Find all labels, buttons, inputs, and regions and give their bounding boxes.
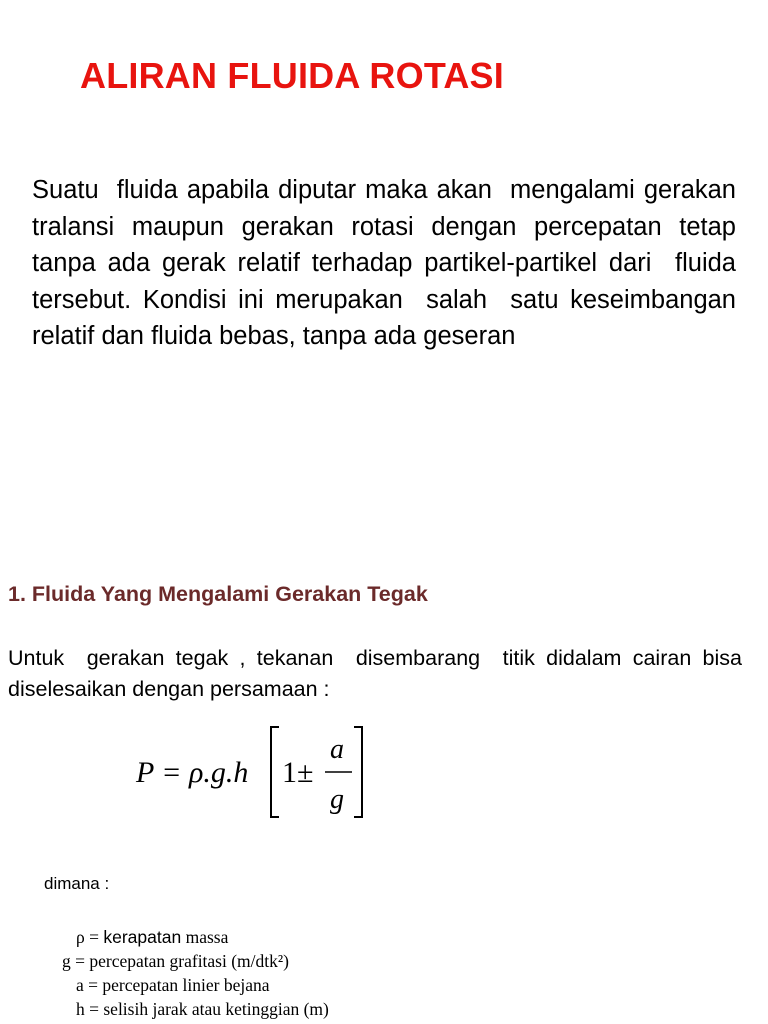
- rho-rest: massa: [181, 927, 229, 947]
- formula-lhs: P = ρ.g.h: [136, 756, 249, 789]
- page-title: ALIRAN FLUIDA ROTASI: [80, 55, 504, 96]
- section-heading: 1. Fluida Yang Mengalami Gerakan Tegak: [8, 582, 428, 606]
- definition-a: a = percepatan linier bejana: [76, 975, 270, 995]
- formula-one-plus-minus: 1±: [282, 756, 314, 789]
- definition-h: h = selisih jarak atau ketinggian (m): [76, 999, 329, 1019]
- section-body: Untuk gerakan tegak , tekanan disembarang titik didalam cairan bisa diselesaikan dengan persamaan :: [8, 646, 748, 701]
- formula-numerator: a: [330, 734, 344, 765]
- definition-rho: [76, 927, 228, 948]
- rho-word: kerapatan: [103, 927, 182, 947]
- formula-denominator: g: [330, 784, 344, 815]
- intro-paragraph: Suatu fluida apabila diputar maka akan mengalami gerakan tralansi maupun gerakan rotasi dengan percepatan tetap tanpa ada gerak relatif terhadap partikel-partikel dari fluida tersebut. Kondisi ini merupakan salah satu keseimbangan relatif dan fluida bebas, tanpa ada geseran: [32, 176, 744, 350]
- formula-left-bracket: [271, 727, 279, 817]
- pressure-formula: [130, 720, 390, 825]
- where-label: dimana :: [44, 874, 110, 893]
- definition-g: g = percepatan grafitasi (m/dtk²): [62, 951, 289, 971]
- rho-symbol: ρ =: [76, 927, 104, 947]
- formula-right-bracket: [354, 727, 362, 817]
